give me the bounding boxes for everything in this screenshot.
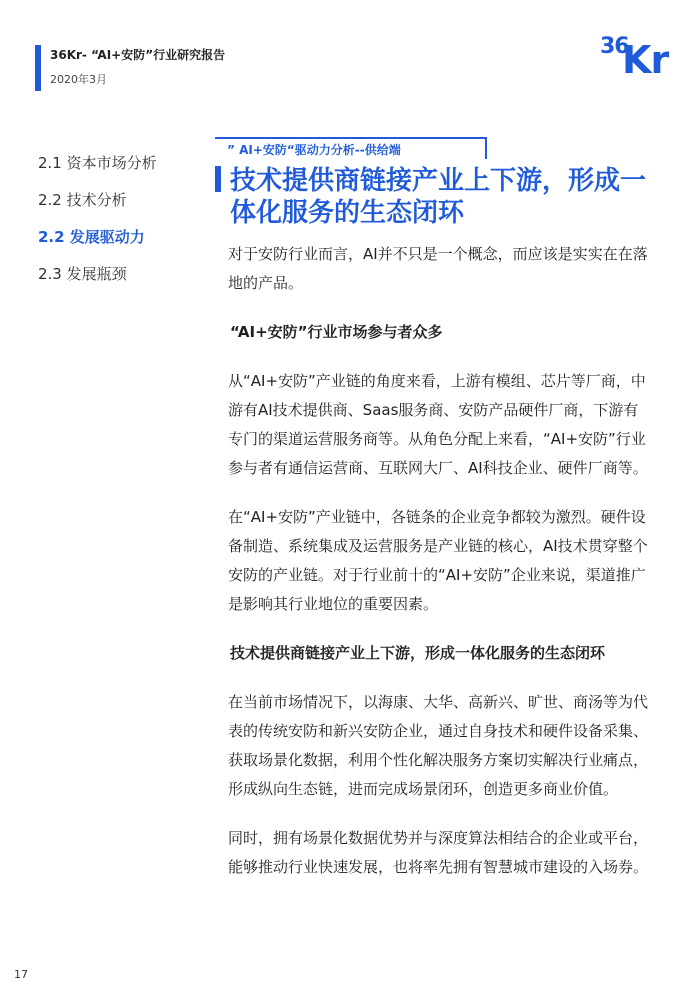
paragraph-smart-city: 同时，拥有场景化数据优势并与深度算法相结合的企业或平台，能够推动行业快速发展，也将率先拥有智慧城市建设的入场券。 bbox=[228, 829, 649, 876]
body-content bbox=[228, 240, 648, 902]
section-tag bbox=[215, 137, 487, 159]
report-title: 36Kr- “AI+安防”行业研究报告 bbox=[50, 48, 226, 62]
logo-kr: Kr bbox=[622, 38, 669, 82]
logo-36: 36 bbox=[600, 34, 629, 59]
paragraph-industry-chain: 从“AI+安防”产业链的角度来看，上游有模组、芯片等厂商，中游有AI技术提供商、Saas服务商、安防产品硬件厂商，下游有专门的渠道运营服务商等。从角色分配上来看，“AI+安防”行业参与者有通信运营商、互联网大厂、AI科技企业、硬件厂商等。 bbox=[228, 372, 648, 477]
page-title: 技术提供商链接产业上下游，形成一体化服务的生态闭环 bbox=[230, 166, 647, 228]
report-date: 2020年3月 bbox=[50, 73, 107, 86]
paragraph-market-situation: 在当前市场情况下，以海康、大华、高新兴、旷世、商汤等为代表的传统安防和新兴安防企业，通过自身技术和硬件设备采集、获取场景化数据，利用个性化解决服务方案切实解决行业痛点，形成纵向生态链，进而完成场景闭环，创造更多商业价值。 bbox=[228, 693, 649, 798]
toc-item-driving-force[interactable]: 2.2 发展驱动力 bbox=[38, 228, 145, 246]
table-of-contents bbox=[38, 152, 157, 300]
subheading-ecosystem: 技术提供商链接产业上下游，形成一体化服务的生态闭环 bbox=[230, 644, 606, 662]
paragraph-competition: 在“AI+安防”产业链中，各链条的企业竞争都较为激烈。硬件设备制造、系统集成及运营服务是产业链的核心，AI技术贯穿整个安防的产业链。对于行业前十的“AI+安防”企业来说，渠道推广是影响其行业地位的重要因素。 bbox=[228, 508, 648, 613]
36kr-logo bbox=[600, 34, 680, 90]
toc-item-tech-analysis[interactable]: 2.2 技术分析 bbox=[38, 191, 127, 209]
section-tag-label: ” AI+安防“驱动力分析--供给端 bbox=[227, 143, 401, 157]
toc-item-capital-market[interactable]: 2.1 资本市场分析 bbox=[38, 154, 157, 172]
subheading-participants: “AI+安防”行业市场参与者众多 bbox=[230, 323, 443, 341]
page-number: 17 bbox=[14, 968, 28, 981]
header-accent-bar bbox=[35, 45, 41, 91]
title-accent-bar bbox=[215, 166, 221, 192]
paragraph-intro: 对于安防行业而言，AI并不只是一个概念，而应该是实实在在落地的产品。 bbox=[228, 245, 648, 292]
toc-item-bottleneck[interactable]: 2.3 发展瓶颈 bbox=[38, 265, 127, 283]
